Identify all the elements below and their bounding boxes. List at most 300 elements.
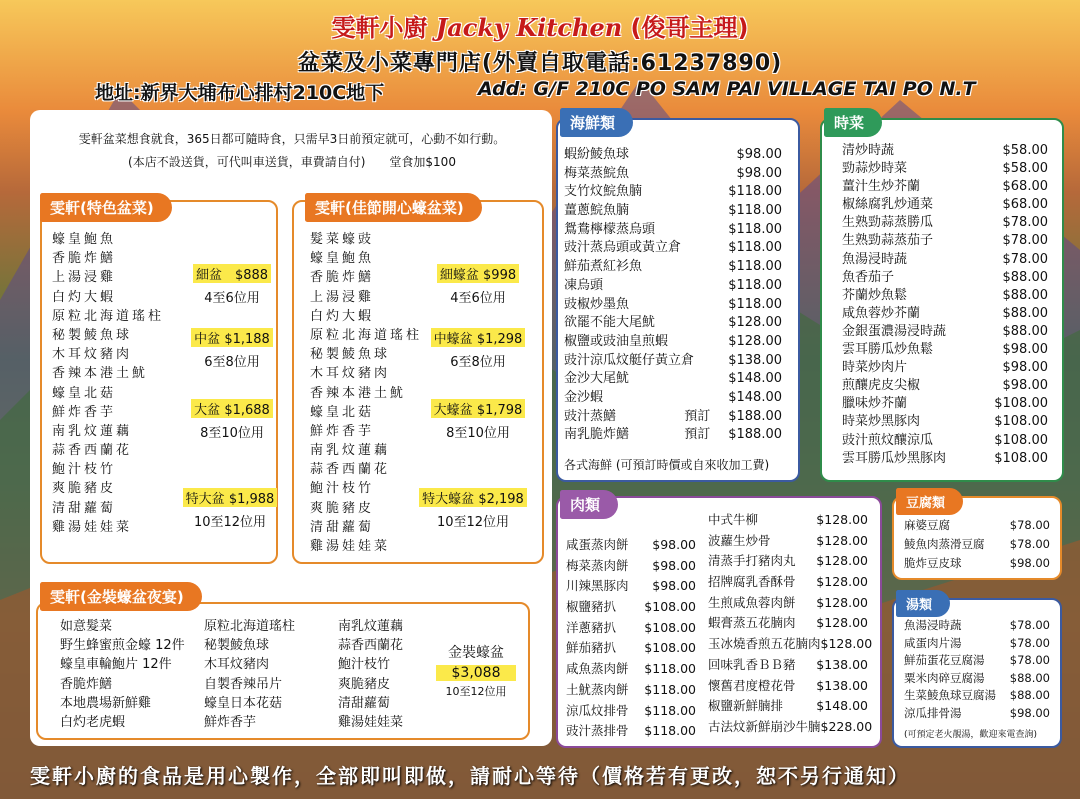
- menu-item: 上湯浸雞: [52, 270, 117, 286]
- menu-item: 原粒北海道瑤柱: [52, 308, 165, 324]
- dish-note: [694, 352, 728, 371]
- menu-row: [564, 165, 782, 184]
- menu-item: 蠔皇日本花菇: [204, 695, 283, 711]
- dish-price: $118.00: [728, 277, 782, 293]
- dish-price: $148.00: [816, 698, 868, 714]
- dish-name: 時菜炒黑豚肉: [842, 414, 921, 430]
- menu-item: 鮮炸香芋: [52, 404, 117, 420]
- seafood-tab: 海鮮類: [560, 108, 633, 137]
- menu-row: [564, 408, 782, 427]
- intro-notice: [36, 124, 548, 194]
- dish-name: 薑蔥鯇魚腩: [564, 203, 630, 219]
- soup-footnote: (可預定老火靚湯，歡迎來電查詢): [904, 730, 1038, 740]
- menu-row: [564, 370, 782, 389]
- dish-price: $68.00: [1002, 197, 1048, 213]
- menu-row: [842, 214, 1048, 232]
- menu-row: [708, 676, 868, 697]
- menu-row: [564, 146, 782, 165]
- menu-item: 原粒北海道瑤柱: [204, 619, 296, 634]
- menu-item: 野生蜂蜜煎金蠔 12件: [60, 638, 185, 654]
- special-tier-medium: 中盆 $1,188 6至8位用: [182, 328, 282, 370]
- dish-price: $108.00: [644, 599, 696, 615]
- menu-row: [566, 638, 696, 659]
- menu-item: 香辣本港土魷: [310, 385, 407, 401]
- dish-name: 豉汁蒸排骨: [566, 723, 629, 739]
- dish-name: 豉汁煎炆釀涼瓜: [842, 432, 934, 448]
- menu-item: 秘製鯪魚球: [310, 347, 391, 363]
- dish-note: [684, 333, 728, 352]
- dish-name: 清炒時蔬: [842, 143, 895, 158]
- menu-item: 蒜香西蘭花: [310, 462, 391, 478]
- menu-item: 白灼大蝦: [310, 308, 375, 324]
- menu-row: [842, 341, 1048, 359]
- menu-row: [842, 323, 1048, 341]
- menu-item: 雞湯娃娃菜: [338, 714, 404, 730]
- dish-price: $88.00: [1009, 688, 1050, 702]
- menu-item: 鮑汁枝竹: [52, 462, 117, 478]
- dish-note: [684, 202, 728, 221]
- soup-table: [904, 617, 1050, 722]
- menu-item: 如意髮菜: [60, 619, 113, 634]
- dish-name: 鮮茄煮紅衫魚: [564, 259, 643, 275]
- vegetables-table: [842, 142, 1048, 468]
- menu-row: [842, 251, 1048, 269]
- restaurant-title: [0, 8, 1080, 43]
- dish-name: 金銀蛋濃湯浸時蔬: [842, 323, 947, 339]
- dish-name: 咸蛋肉片湯: [904, 635, 962, 650]
- dish-price: $128.00: [728, 333, 782, 349]
- dish-price: $118.00: [644, 661, 696, 677]
- menu-row: [566, 576, 696, 597]
- gold-pun-col1: [60, 617, 185, 732]
- dish-name: 臘味炒芥蘭: [842, 396, 908, 412]
- menu-item: 香辣本港土魷: [52, 366, 149, 382]
- dish-name: 咸魚蒸肉餅: [566, 661, 629, 677]
- dish-price: $118.00: [728, 184, 782, 200]
- menu-row: [842, 395, 1048, 413]
- gold-pun-col2: [204, 617, 295, 732]
- dish-name: 川辣黑豚肉: [566, 578, 629, 594]
- menu-row: [842, 269, 1048, 287]
- dish-price: $58.00: [1002, 161, 1048, 177]
- menu-item: 鮑汁枝竹: [338, 657, 391, 673]
- menu-row: [566, 701, 696, 722]
- menu-item: 鮮炸香芋: [310, 423, 375, 439]
- menu-item: 香脆炸鱔: [52, 251, 117, 267]
- address-en: Add: G/F 210C PO SAM PAI VILLAGE TAI PO N.T: [478, 78, 976, 100]
- menu-item: 清甜蘿蔔: [310, 519, 375, 535]
- menu-item: 蠔皇北菇: [52, 385, 117, 401]
- menu-row: [564, 333, 782, 352]
- menu-item: 蠔皇鮑魚: [52, 232, 117, 247]
- dish-name: 凍烏頭: [564, 277, 604, 293]
- dish-price: $128.00: [816, 553, 868, 569]
- menu-row: [708, 531, 868, 552]
- dish-price: $108.00: [644, 640, 696, 656]
- special-pun-tab: 雯軒(特色盆菜): [40, 193, 172, 222]
- menu-item: 雞湯娃娃菜: [310, 539, 391, 554]
- dish-note: [684, 277, 728, 296]
- dish-price: $138.00: [816, 656, 868, 672]
- menu-row: [842, 142, 1048, 160]
- dish-note: [684, 183, 728, 202]
- dish-name: 煎釀虎皮尖椒: [842, 378, 921, 394]
- special-tier-small: 細盆 $888 4至6位用: [182, 264, 282, 306]
- dish-note: [684, 258, 728, 277]
- dish-price: $108.00: [644, 619, 696, 635]
- dish-name: 薑汁生炒芥蘭: [842, 179, 921, 195]
- title-owner: (俊哥主理): [630, 14, 749, 42]
- dish-price: $108.00: [994, 414, 1048, 430]
- dish-price: $108.00: [994, 396, 1048, 412]
- dish-price: $128.00: [820, 636, 873, 652]
- festive-tier-small: 細蠔盆 $998 4至6位用: [428, 264, 528, 306]
- title-cn: 雯軒小廚: [331, 14, 428, 42]
- vegetables-tab: 時菜: [824, 108, 882, 137]
- menu-item: 白灼老虎蝦: [60, 714, 126, 730]
- menu-row: [904, 705, 1050, 723]
- menu-item: 南乳炆蓮藕: [52, 423, 133, 439]
- dish-price: $98.00: [652, 537, 696, 552]
- dish-price: $108.00: [994, 432, 1048, 448]
- dish-name: 欲罷不能大尾魷: [564, 315, 656, 331]
- dish-name: 土魷蒸肉餅: [566, 681, 629, 697]
- dish-price: $118.00: [644, 702, 696, 718]
- meat-tab: 肉類: [560, 490, 618, 519]
- dish-price: $148.00: [728, 389, 782, 405]
- dish-note: [684, 296, 728, 315]
- menu-row: [842, 413, 1048, 431]
- dish-name: 涼瓜排骨湯: [904, 705, 962, 720]
- dish-name: 玉冰燒香煎五花腩肉: [708, 636, 821, 652]
- dish-name: 麻婆豆腐: [904, 518, 950, 532]
- dish-price: $98.00: [736, 165, 782, 181]
- dish-price: $78.00: [1002, 215, 1048, 231]
- menu-row: [904, 516, 1050, 535]
- menu-item: 蒜香西蘭花: [52, 443, 133, 459]
- dish-price: $88.00: [1002, 269, 1048, 285]
- menu-row: [708, 717, 873, 738]
- menu-item: 雞湯娃娃菜: [52, 519, 133, 535]
- menu-row: [566, 680, 696, 701]
- menu-row: [566, 659, 696, 680]
- menu-item: 秘製鯪魚球: [52, 327, 133, 343]
- dish-price: $98.00: [1002, 360, 1048, 376]
- menu-item: 髮菜蠔豉: [310, 232, 375, 247]
- menu-row: [564, 239, 782, 258]
- dish-name: 波蘿生炒骨: [708, 532, 771, 548]
- menu-row: [564, 277, 782, 296]
- menu-item: 爽脆豬皮: [338, 676, 391, 692]
- dish-price: $118.00: [728, 296, 782, 312]
- menu-row: [708, 634, 873, 655]
- menu-row: [564, 296, 782, 315]
- dish-price: $78.00: [1009, 653, 1050, 667]
- menu-item: 秘製鯪魚球: [204, 638, 270, 654]
- menu-row: [842, 432, 1048, 450]
- dish-name: 時菜炒肉片: [842, 360, 908, 376]
- tofu-tab: 豆腐類: [896, 488, 963, 515]
- intro-line1: 雯軒盆菜想食就食，365日都可隨時食，只需早3日前預定就可，心動不如行動。: [78, 132, 506, 146]
- menu-row: [566, 597, 696, 618]
- dish-price: $128.00: [816, 615, 868, 631]
- menu-row: [564, 202, 782, 221]
- menu-item: 原粒北海道瑤柱: [310, 327, 423, 343]
- menu-row: [564, 314, 782, 333]
- menu-item: 爽脆豬皮: [52, 481, 117, 497]
- menu-item: 鮑汁枝竹: [310, 481, 375, 497]
- festive-tier-medium: 中蠔盆 $1,298 6至8位用: [423, 328, 533, 370]
- dish-note: 預訂: [684, 408, 711, 424]
- seafood-table: [564, 146, 782, 445]
- dish-name: 中式牛柳: [708, 512, 759, 527]
- dish-price: $118.00: [728, 240, 782, 256]
- menu-item: 蠔皇北菇: [310, 404, 375, 420]
- dish-price: $88.00: [1002, 323, 1048, 339]
- dish-price: $188.00: [728, 408, 782, 424]
- dish-name: 豉汁蒸鱔: [564, 408, 617, 424]
- dish-price: $88.00: [1002, 305, 1048, 321]
- menu-row: [564, 183, 782, 202]
- tofu-table: [904, 516, 1050, 573]
- dish-price: $128.00: [816, 512, 868, 527]
- menu-row: [566, 556, 696, 577]
- dish-price: $58.00: [1002, 143, 1048, 158]
- gold-pun-tab: 雯軒(金裝蠔盆夜宴): [40, 582, 202, 611]
- title-en: Jacky Kitchen: [435, 13, 623, 42]
- menu-item: 蠔皇車輪鮑片 12件: [60, 657, 172, 673]
- dish-name: 雲耳勝瓜炒黑豚肉: [842, 450, 947, 466]
- menu-item: 上湯浸雞: [310, 289, 375, 305]
- dish-name: 豉汁蒸烏頭或黃立倉: [564, 240, 682, 256]
- dish-price: $78.00: [1002, 251, 1048, 267]
- dish-name: 金沙大尾魷: [564, 371, 630, 387]
- menu-item: 自製香辣吊片: [204, 676, 283, 692]
- menu-row: [708, 655, 868, 676]
- dish-name: 涼瓜炆排骨: [566, 702, 629, 718]
- dish-name: 生熟勁蒜蒸茄子: [842, 233, 934, 249]
- festive-tier-xl: 特大蠔盆 $2,198 10至12位用: [410, 488, 536, 530]
- menu-item: 清甜蘿蔔: [52, 500, 117, 516]
- dish-price: $98.00: [652, 578, 696, 594]
- menu-row: [904, 554, 1050, 573]
- menu-row: [564, 389, 782, 408]
- dish-name: 生熟勁蒜蒸勝瓜: [842, 215, 934, 231]
- dish-price: $118.00: [644, 723, 696, 739]
- dish-price: $78.00: [1009, 618, 1050, 632]
- subtitle-phone: 盆菜及小菜專門店(外賣自取電話:61237890): [297, 51, 783, 76]
- dish-price: $98.00: [1009, 705, 1050, 720]
- dish-note: [693, 146, 737, 165]
- dish-price: $128.00: [816, 532, 868, 548]
- menu-item: 香脆炸鱔: [310, 270, 375, 286]
- menu-row: [842, 359, 1048, 377]
- meat-table-left: [566, 535, 696, 742]
- menu-row: [904, 670, 1050, 688]
- dish-price: $98.00: [1002, 342, 1048, 358]
- menu-row: [564, 221, 782, 240]
- dish-name: 魚湯浸時蔬: [842, 251, 908, 267]
- dish-name: 鮮茄蛋花豆腐湯: [904, 653, 985, 667]
- festive-tier-large: 大蠔盆 $1,798 8至10位用: [423, 399, 533, 441]
- dish-name: 招牌腐乳香酥骨: [708, 574, 796, 590]
- dish-price: $88.00: [1002, 287, 1048, 303]
- special-tier-large: 大盆 $1,688 8至10位用: [182, 399, 282, 441]
- menu-row: [842, 305, 1048, 323]
- menu-row: [904, 635, 1050, 653]
- address-cn: 地址:新界大埔布心排村210C地下: [95, 82, 385, 104]
- dish-name: 蝦膏蒸五花腩肉: [708, 615, 796, 631]
- menu-row: [842, 287, 1048, 305]
- meat-table-right: [708, 510, 873, 738]
- menu-item: 南乳炆蓮藕: [310, 443, 391, 459]
- dish-price: $138.00: [816, 677, 868, 693]
- menu-item: 白灼大蝦: [52, 289, 117, 305]
- menu-item: 蠔皇鮑魚: [310, 251, 375, 267]
- menu-row: [708, 593, 868, 614]
- dish-price: $88.00: [1009, 670, 1050, 685]
- dish-price: $98.00: [1009, 556, 1050, 570]
- dish-name: 梅菜蒸肉餅: [566, 557, 629, 573]
- dish-name: 椒鹽或豉油皇煎蝦: [564, 333, 669, 349]
- menu-row: [842, 232, 1048, 250]
- dish-price: $118.00: [728, 203, 782, 219]
- menu-item: 清甜蘿蔔: [338, 695, 391, 711]
- dish-name: 豉汁涼瓜炆艇仔黃立倉: [564, 352, 695, 368]
- dish-name: 鴛鴦檸檬蒸烏頭: [564, 221, 656, 237]
- dish-price: $98.00: [652, 557, 696, 573]
- menu-item: 木耳炆豬肉: [204, 657, 270, 673]
- soup-tab: 湯類: [896, 590, 950, 617]
- dish-price: $78.00: [1009, 518, 1050, 532]
- dish-price: $78.00: [1009, 537, 1050, 551]
- dish-name: 椒絲腐乳炒通菜: [842, 197, 934, 213]
- dish-note: [684, 314, 728, 333]
- dish-name: 生菜鯪魚球豆腐湯: [904, 688, 996, 702]
- seafood-footnote: 各式海鮮 (可預訂時價或自來收加工費): [564, 458, 770, 472]
- dish-name: 清蒸手打豬肉丸: [708, 553, 796, 569]
- dish-price: $128.00: [728, 315, 782, 331]
- footer-notice: 雯軒小廚的食品是用心製作，全部即叫即做，請耐心等待（價格若有更改，恕不另行通知）: [30, 764, 910, 788]
- dish-price: $148.00: [728, 371, 782, 387]
- menu-item: 南乳炆蓮藕: [338, 619, 404, 634]
- dish-name: 梅菜蒸鯇魚: [564, 165, 630, 181]
- dish-name: 洋蔥豬扒: [566, 619, 617, 635]
- menu-row: [708, 551, 868, 572]
- special-pun-items: [52, 230, 164, 537]
- special-tier-xl: 特大盆 $1,988 10至12位用: [175, 488, 285, 530]
- dish-price: $78.00: [1002, 233, 1048, 249]
- gold-pun-col3: [338, 617, 403, 732]
- intro-line2: (本店不設送貨，可代叫車送貨，車費請自付) 堂食加$100: [128, 155, 456, 169]
- menu-row: [708, 696, 868, 717]
- dish-note: [684, 389, 728, 408]
- menu-item: 爽脆豬皮: [310, 500, 375, 516]
- dish-name: 魚香茄子: [842, 269, 895, 285]
- dish-price: $138.00: [728, 352, 782, 368]
- dish-name: 金沙蝦: [564, 389, 604, 405]
- dish-name: 脆炸豆皮球: [904, 556, 962, 570]
- dish-note: [684, 239, 728, 258]
- dish-price: $98.00: [736, 147, 782, 162]
- dish-name: 芥蘭炒魚鬆: [842, 287, 908, 303]
- menu-row: [904, 617, 1050, 635]
- dish-name: 支竹炆鯇魚腩: [564, 184, 643, 200]
- menu-row: [904, 535, 1050, 554]
- dish-name: 豉椒炒墨魚: [564, 296, 630, 312]
- dish-note: [684, 221, 728, 240]
- dish-name: 回味乳香ＢＢ豬: [708, 656, 796, 672]
- menu-row: [842, 196, 1048, 214]
- menu-item: 本地農場新鮮雞: [60, 695, 152, 711]
- dish-price: $188.00: [728, 427, 782, 443]
- dish-name: 椒鹽豬扒: [566, 599, 617, 615]
- dish-name: 鮮茄豬扒: [566, 640, 617, 656]
- menu-row: [842, 450, 1048, 468]
- dish-name: 懷舊君度橙花骨: [708, 677, 796, 693]
- dish-name: 椒鹽新鮮腩排: [708, 698, 784, 714]
- menu-row: [708, 613, 868, 634]
- menu-item: 鮮炸香芋: [204, 714, 257, 730]
- dish-name: 咸魚蓉炒芥蘭: [842, 305, 921, 321]
- menu-item: 香脆炸鱔: [60, 676, 113, 692]
- dish-name: 蝦紛鯪魚球: [564, 147, 630, 162]
- dish-name: 古法炆新鮮崩沙牛腩: [708, 718, 821, 734]
- dish-price: $68.00: [1002, 179, 1048, 195]
- menu-row: [708, 510, 868, 531]
- menu-row: [564, 426, 782, 445]
- menu-row: [842, 160, 1048, 178]
- menu-row: [564, 352, 782, 371]
- dish-price: $118.00: [728, 221, 782, 237]
- dish-name: 咸蛋蒸肉餅: [566, 537, 629, 552]
- dish-price: $228.00: [820, 718, 873, 734]
- menu-item: 木耳炆豬肉: [310, 366, 391, 382]
- dish-price: $98.00: [1002, 378, 1048, 394]
- menu-row: [904, 687, 1050, 705]
- dish-name: 南乳脆炸鱔: [564, 427, 630, 443]
- dish-name: 勁蒜炒時菜: [842, 161, 908, 177]
- festive-pun-items: [310, 230, 422, 556]
- dish-name: 魚湯浸時蔬: [904, 618, 962, 632]
- menu-row: [904, 652, 1050, 670]
- dish-price: $128.00: [816, 594, 868, 610]
- dish-price: $128.00: [816, 574, 868, 590]
- dish-price: $118.00: [728, 259, 782, 275]
- dish-note: 預訂: [684, 427, 711, 443]
- menu-row: [708, 572, 868, 593]
- menu-row: [842, 377, 1048, 395]
- gold-tier: 金裝蠔盆 $3,088 10至12位用: [426, 642, 526, 699]
- dish-note: [693, 165, 737, 184]
- menu-row: [842, 178, 1048, 196]
- dish-name: 粟米肉碎豆腐湯: [904, 670, 985, 685]
- dish-note: [684, 370, 728, 389]
- dish-name: 雲耳勝瓜炒魚鬆: [842, 342, 934, 358]
- menu-row: [566, 535, 696, 556]
- menu-row: [566, 618, 696, 639]
- dish-price: $78.00: [1009, 635, 1050, 650]
- dish-name: 鯪魚肉蒸滑豆腐: [904, 537, 985, 551]
- menu-row: [564, 258, 782, 277]
- menu-item: 木耳炆豬肉: [52, 347, 133, 363]
- menu-row: [566, 721, 696, 742]
- dish-price: $118.00: [644, 681, 696, 697]
- dish-price: $108.00: [994, 450, 1048, 466]
- dish-name: 生煎咸魚蓉肉餅: [708, 594, 796, 610]
- festive-pun-tab: 雯軒(佳節開心蠔盆菜): [305, 193, 482, 222]
- menu-item: 蒜香西蘭花: [338, 638, 404, 654]
